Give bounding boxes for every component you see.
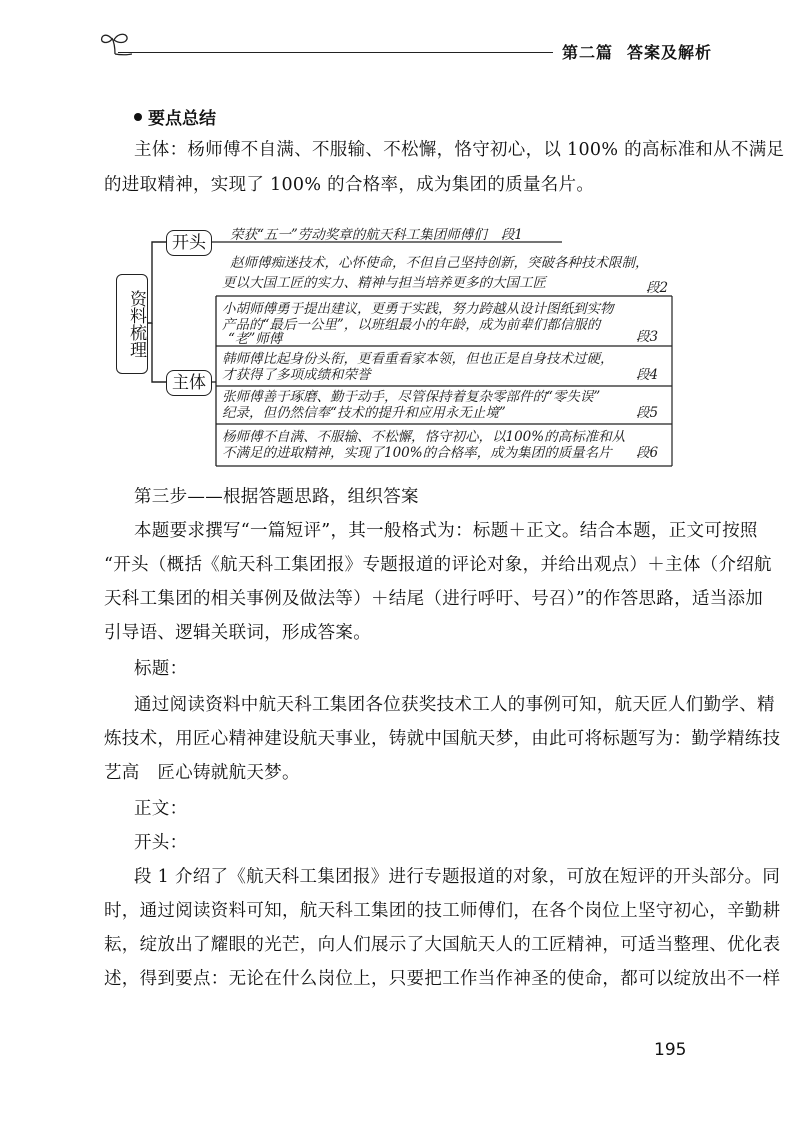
summary-line-2: 的进取精神，实现了 100% 的合格率，成为集团的质量名片。 [104, 175, 595, 195]
opening-item: 荣获“五一”劳动奖章的航天科工集团师傅们 段1 [230, 227, 523, 243]
p2-line-2: 炼技术，用匠心精神建设航天事业，铸就中国航天梦，由此可将标题写为：勤学精练技 [104, 729, 781, 749]
p1-line-1: 本题要求撰写“一篇短评”，其一般格式为：标题＋正文。结合本题，正文可按照 [134, 521, 758, 541]
p3-line-1: 段 1 介绍了《航天科工集团报》进行专题报道的对象，可放在短评的开头部分。同 [134, 867, 781, 887]
main-item-4-line-2: 纪录，但仍然信奉“技术的提升和应用永无止境” [222, 405, 506, 421]
main-item-3-line-2: 才获得了多项成绩和荣誉 [222, 367, 371, 383]
page-number: 195 [654, 1040, 687, 1060]
step3-heading: 第三步——根据答题思路，组织答案 [134, 487, 419, 507]
branch-main: 主体 [166, 370, 212, 396]
main-item-1-line-1: 赵师傅痴迷技术，心怀使命，不但自己坚持创新，突破各种技术限制， [230, 255, 649, 271]
p3-line-2: 时，通过阅读资料可知，航天科工集团的技工师傅们，在各个岗位上坚守初心，辛勤耕 [104, 901, 781, 921]
running-header [562, 40, 712, 63]
main-item-5-line-1: 杨师傅不自满、不服输、不松懈，恪守初心，以100%的高标准和从 [222, 429, 626, 445]
main-item-2-line-1: 小胡师傅勇于提出建议，更勇于实践，努力跨越从设计图纸到实物 [222, 301, 614, 317]
p1-line-4: 引导语、逻辑关联词，形成答案。 [104, 623, 371, 643]
segment-label: 段2 [646, 280, 669, 296]
main-item-3-line-1: 韩师傅比起身份头衔，更看重看家本领，但也正是自身技术过硬， [222, 351, 614, 367]
p2-line-3: 艺高 匠心铸就航天梦。 [104, 763, 300, 783]
p3-line-4: 述，得到要点：无论在什么岗位上，只要把工作当作神圣的使命，都可以绽放出不一样 [104, 969, 781, 989]
main-item-2-line-3: “老”师傅 [228, 331, 283, 347]
summary-line-1: 主体：杨师傅不自满、不服输、不松懈，恪守初心，以 100% 的高标准和从不满足 [134, 140, 785, 160]
bullet-icon [134, 113, 142, 121]
p3-line-3: 耘，绽放出了耀眼的光芒，向人们展示了大国航天人的工匠精神，可适当整理、优化表 [104, 935, 781, 955]
segment-label: 段5 [636, 405, 659, 421]
main-item-5-line-2: 不满足的进取精神，实现了100%的合格率，成为集团的质量名片 [222, 445, 612, 461]
header-section: 第二篇 [562, 43, 614, 62]
title-label: 标题： [134, 659, 188, 679]
segment-label: 段1 [500, 227, 523, 243]
p1-line-2: “开头（概括《航天科工集团报》专题报道的评论对象，并给出观点）＋主体（介绍航 [104, 555, 772, 575]
p1-line-3: 天科工集团的相关事例及做法等）＋结尾（进行呼吁、号召）”的作答思路，适当添加 [104, 589, 764, 609]
summary-heading: 要点总结 [134, 104, 216, 129]
p2-line-1: 通过阅读资料中航天科工集团各位获奖技术工人的事例可知，航天匠人们勤学、精 [134, 695, 775, 715]
main-item-4-line-1: 张师傅善于琢磨、勤于动手，尽管保持着复杂零部件的“零失误” [222, 389, 601, 405]
main-item-1-line-2: 更以大国工匠的实力、精神与担当培养更多的大国工匠 [222, 275, 546, 291]
header-title: 答案及解析 [627, 43, 713, 62]
main-label: 正文： [134, 799, 188, 819]
opening-label: 开头： [134, 833, 188, 853]
segment-label: 段4 [636, 367, 659, 383]
segment-label: 段6 [636, 445, 659, 461]
main-item-2-line-2: 产品的“最后一公里”，以班组最小的年龄，成为前辈们都信服的 [222, 317, 601, 333]
header-rule [118, 52, 553, 53]
segment-label: 段3 [636, 329, 659, 345]
diagram-root: 资料梳理 [116, 274, 148, 374]
branch-opening: 开头 [166, 230, 212, 256]
